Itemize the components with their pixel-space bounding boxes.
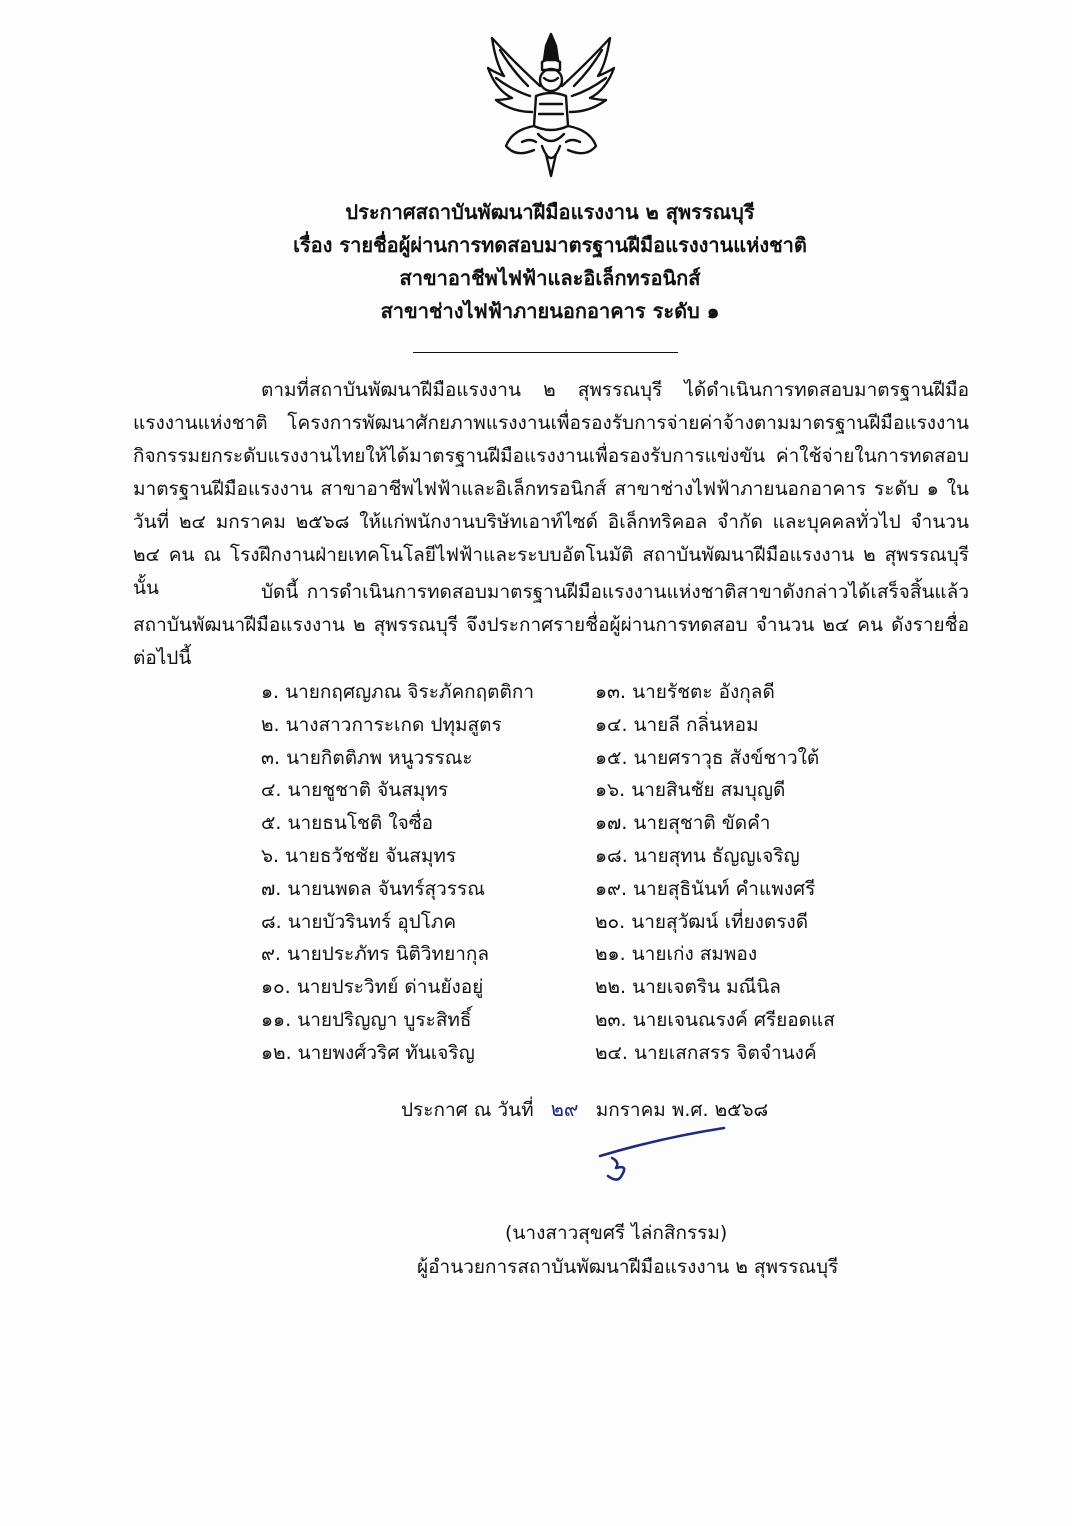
name-entry: ๗. นายนพดล จันทร์สุวรรณ bbox=[261, 877, 485, 900]
heading-branch: สาขาช่างไฟฟ้าภายนอกอาคาร ระดับ ๑ bbox=[380, 299, 720, 323]
name-entry: ๑๕. นายศราวุธ สังข์ชาวใต้ bbox=[595, 746, 820, 769]
name-entry: ๓. นายกิตติภพ หนูวรรณะ bbox=[261, 746, 473, 769]
name-entry: ๒๐. นายสุวัฒน์ เที่ยงตรงดี bbox=[595, 910, 809, 933]
name-entry: ๑๙. นายสุธินันท์ คำแพงศรี bbox=[595, 877, 816, 900]
name-entry: ๑๐. นายประวิทย์ ด่านยังอยู่ bbox=[261, 976, 484, 999]
names-column-left bbox=[261, 676, 534, 1070]
date-prefix: ประกาศ ณ วันที่ bbox=[401, 1099, 534, 1121]
name-entry: ๖. นายธวัชชัย จันสมุทร bbox=[261, 844, 457, 867]
name-entry: ๑๗. นายสุชาติ ขัดคำ bbox=[595, 812, 771, 835]
name-entry: ๕. นายธนโชติ ใจซื่อ bbox=[261, 812, 434, 835]
body-paragraph-2: บัดนี้ การดำเนินการทดสอบมาตรฐานฝีมือแรงงานแห่งชาติสาขาดังกล่าวได้เสร็จสิ้นแล้ว สถาบันพัฒนาฝีมือแรงงาน ๒ สุพรรณบุรี จึงประกาศรายชื่อผู้ผ่านการทดสอบ จำนวน ๒๔ คน ดังรายชื่อต่อไปนี้ bbox=[133, 581, 969, 669]
name-entry: ๙. นายประภัทร นิติวิทยากุล bbox=[261, 943, 490, 966]
signer-title: ผู้อำนวยการสถาบันพัฒนาฝีมือแรงงาน ๒ สุพรรณบุรี bbox=[417, 1256, 839, 1278]
name-entry: ๘. นายบัวรินทร์ อุปโภค bbox=[261, 910, 457, 933]
name-entry: ๒๑. นายเก่ง สมพอง bbox=[595, 943, 758, 966]
date-day-handwritten: ๒๙ bbox=[550, 1097, 579, 1121]
name-entry: ๔. นายชูชาติ จันสมุทร bbox=[261, 779, 449, 802]
heading-line-1: ประกาศสถาบันพัฒนาฝีมือแรงงาน ๒ สุพรรณบุรี bbox=[345, 200, 755, 224]
signer-name: (นางสาวสุขศรี ไล่กสิกรรม) bbox=[505, 1222, 728, 1244]
name-entry: ๑๘. นายสุทน ธัญญเจริญ bbox=[595, 844, 800, 867]
heading-divider bbox=[413, 352, 678, 353]
heading-field: สาขาอาชีพไฟฟ้าและอิเล็กทรอนิกส์ bbox=[399, 266, 701, 290]
garuda-emblem-icon bbox=[482, 30, 620, 180]
name-entry: ๒. นางสาวการะเกด ปทุมสูตร bbox=[261, 713, 502, 736]
name-entry: ๑. นายกฤศญภณ จิระภัคกฤตติกา bbox=[261, 681, 535, 703]
body-paragraph-1: ตามที่สถาบันพัฒนาฝีมือแรงงาน ๒ สุพรรณบุรี ได้ดำเนินการทดสอบมาตรฐานฝีมือแรงงานแห่งชาติ โครงการพัฒนาศักยภาพแรงงานเพื่อรองรับการจ่ายค่าจ้างตามมาตรฐานฝีมือแรงงาน กิจกรรมยกระดับแรงงานไทยให้ได้มาตรฐานฝีมือแรงงานเพื่อรองรับการแข่งขัน ค่าใช้จ่ายในการทดสอบมาตรฐานฝีมือแรงงาน สาขาอาชีพไฟฟ้าและอิเล็กทรอนิกส์ สาขาช่างไฟฟ้าภายนอกอาคาร ระดับ ๑ ในวันที่ ๒๔ มกราคม ๒๕๖๘ ให้แก่พนักงานบริษัทเอาท์ไซด์ อิเล็กทริคอล จำกัด และบุคคลทั่วไป จำนวน ๒๔ คน ณ โรงฝึกงานฝ่ายเทคโนโลยีไฟฟ้าและระบบอัตโนมัติ สถาบันพัฒนาฝีมือแรงงาน ๒ สุพรรณบุรี นั้น bbox=[133, 379, 969, 599]
name-entry: ๑๖. นายสินชัย สมบุญดี bbox=[595, 779, 786, 802]
name-entry: ๑๔. นายลี กลิ่นหอม bbox=[595, 713, 759, 736]
name-entry: ๑๓. นายรัชตะ อังกุลดี bbox=[595, 681, 775, 703]
name-entry: ๒๒. นายเจตริน มณีนิล bbox=[595, 976, 781, 999]
name-entry: ๒๔. นายเสกสรร จิตจำนงค์ bbox=[595, 1041, 817, 1064]
heading-subject: เรื่อง รายชื่อผู้ผ่านการทดสอบมาตรฐานฝีมือแรงงานแห่งชาติ bbox=[293, 233, 807, 257]
name-entry: ๑๒. นายพงศ์วริศ ทันเจริญ bbox=[261, 1041, 475, 1064]
name-entry: ๑๑. นายปริญญา บูระสิทธิ์ bbox=[261, 1008, 472, 1031]
names-column-right bbox=[595, 676, 835, 1070]
name-entry: ๒๓. นายเจนณรงค์ ศรียอดแส bbox=[595, 1008, 835, 1031]
date-suffix: มกราคม พ.ศ. ๒๕๖๘ bbox=[595, 1099, 769, 1121]
signature-mark bbox=[590, 1118, 740, 1188]
